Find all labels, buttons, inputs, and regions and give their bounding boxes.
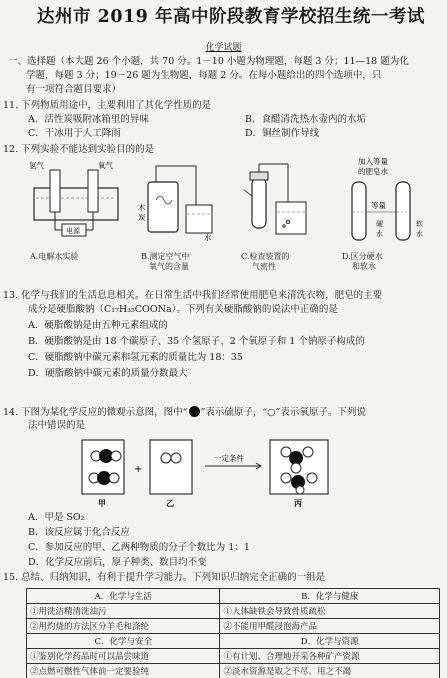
table-row: [27, 649, 440, 664]
label-bing: 丙: [294, 499, 302, 508]
label-water-d2: 水: [416, 230, 423, 238]
label-power: 电源: [66, 227, 80, 235]
label-add-equal: 加入等量: [358, 157, 388, 166]
section-intro-line1: 一、选择题（本大题 26 个小题，共 70 分。1－10 小题为物理题，每题 3 分；11—18 题为化: [8, 56, 409, 67]
cell-d2: ②淡水资源是取之不尽、用之不竭: [220, 664, 440, 678]
exam-subtitle: 化学试题: [205, 43, 242, 53]
cell-b2: ②不能用甲醛浸泡海产品: [220, 619, 440, 634]
q14-stem-line1: [3, 406, 366, 418]
q14-option-a: A．甲是 SO₂: [28, 512, 85, 523]
q12-caption-d1: D.区分硬水: [342, 252, 383, 261]
cell-c-head: C．化学与安全: [27, 634, 220, 649]
cell-d-head: D．化学与资源: [220, 634, 440, 649]
reaction-condition: 一定条件: [214, 454, 244, 463]
table-row: [27, 604, 440, 619]
q12-caption-a: A.电解水实验: [30, 252, 79, 261]
label-carbon: 炭: [138, 213, 146, 222]
q12-fig-c-airtightness: [238, 160, 318, 250]
exam-title: 达州市 2019 年高中阶段教育学校招生统一考试: [37, 7, 425, 27]
table-row: [27, 589, 440, 604]
label-equal: 等量: [371, 201, 386, 210]
label-oxygen: 氧气: [98, 161, 113, 170]
q12-caption-c2: 气密性: [252, 262, 276, 271]
label-water: 水: [204, 233, 212, 242]
q13-option-a: A．硬脂酸钠是由五种元素组成的: [28, 320, 168, 331]
label-hard: 硬: [376, 220, 383, 228]
label-jia: 甲: [98, 499, 106, 508]
q12-caption-c1: C.检查装置的: [241, 252, 290, 261]
q13-option-c: C．硬脂酸钠中碳元素和氢元素的质量比为 18：35: [28, 352, 243, 363]
label-water-d1: 水: [376, 230, 383, 238]
q15-knowledge-table: [26, 588, 440, 678]
q14-option-b: B．该反应属于化合反应: [28, 527, 130, 538]
section-intro-line3: 有一项符合题目要求）: [26, 84, 122, 95]
q12-caption-b1: B.测定空气中: [141, 252, 190, 261]
q13-stem-line1: 13. 化学与我们的生活息息相关。在日常生活中我们经常使用肥皂来清洗衣物，肥皂的主要: [3, 290, 383, 301]
sulfur-atom-icon: [189, 406, 200, 417]
label-soap-water: 的肥皂水: [358, 167, 388, 176]
cell-a1: ①用洗洁精清洗油污: [27, 604, 220, 619]
q11-option-a: A．活性炭吸附冰箱里的异味: [28, 114, 149, 125]
section-intro-line2: 学题，每题 3 分；19－26 题为生物题，每题 2 分。在每小题给出的四个选项中，只: [26, 70, 382, 81]
q12-fig-b-oxygen-content: [138, 160, 218, 250]
table-row: [27, 619, 440, 634]
cell-c2: ②点燃可燃性气体前一定要验纯: [27, 664, 220, 678]
cell-a2: ②用灼烧的方法区分羊毛和涤纶: [27, 619, 220, 634]
q12-fig-d-hard-soft-water: [330, 156, 430, 250]
q11-stem: 11. 下列物质用途中，主要利用了其化学性质的是: [3, 100, 212, 111]
q14-stem-b: ”表示硫原子，“○”表示氧原子。下列说: [200, 407, 366, 418]
cell-a-head: A．化学与生活: [27, 589, 220, 604]
label-yi: 乙: [166, 499, 174, 508]
q14-option-d: D．化学反应前后，原子种类、数目均不变: [28, 557, 207, 568]
q14-option-c: C．参加反应的甲、乙两种物质的分子个数比为 1：1: [28, 542, 250, 553]
q15-stem: 15. 总结、归纳知识，有利于提升学习能力。下列知识归纳完全正确的一组是: [3, 572, 326, 583]
table-row: [27, 664, 440, 678]
label-wood: 木: [138, 203, 146, 212]
plus-sign: +: [134, 464, 143, 475]
q14-stem-line2: 法中错误的是: [28, 420, 86, 431]
label-hydrogen: 氢气: [29, 161, 44, 170]
q12-caption-b2: 氧气的含量: [149, 262, 189, 271]
cell-d1: ①有计划、合理地开采各种矿产资源: [220, 649, 440, 664]
cell-c1: ①鉴别化学药品时可以品尝味道: [27, 649, 220, 664]
q12-fig-a-electrolysis: [26, 160, 126, 250]
q12-caption-d2: 和软水: [352, 262, 376, 271]
q14-stem-a: 14. 下图为某化学反应的微观示意图，图中“: [3, 407, 188, 418]
q12-stem: 12. 下列实验不能达到实验目的的是: [3, 144, 155, 155]
q11-option-d: D．铜丝制作导线: [245, 128, 320, 139]
q13-stem-line2: 成分是硬脂酸钠（C₁₇H₃₅COONa）。下列有关硬脂酸钠的说法中正确的是: [28, 304, 338, 315]
label-soft: 软: [416, 220, 423, 228]
q14-reaction-diagram: [80, 436, 340, 510]
table-row: [27, 634, 440, 649]
q11-option-c: C．干冰用于人工降雨: [28, 128, 121, 139]
q11-option-b: B．食醋清洗热水壶内的水垢: [245, 114, 366, 125]
q13-option-d: D．硬脂酸钠中碳元素的质量分数最大: [28, 368, 188, 379]
cell-b1: ①人体缺铁会导致骨质疏松: [220, 604, 440, 619]
cell-b-head: B．化学与健康: [220, 589, 440, 604]
q13-option-b: B．硬脂酸钠是由 18 个碳原子、35 个氢原子、2 个氧原子和 1 个钠原子构成的: [28, 336, 365, 347]
